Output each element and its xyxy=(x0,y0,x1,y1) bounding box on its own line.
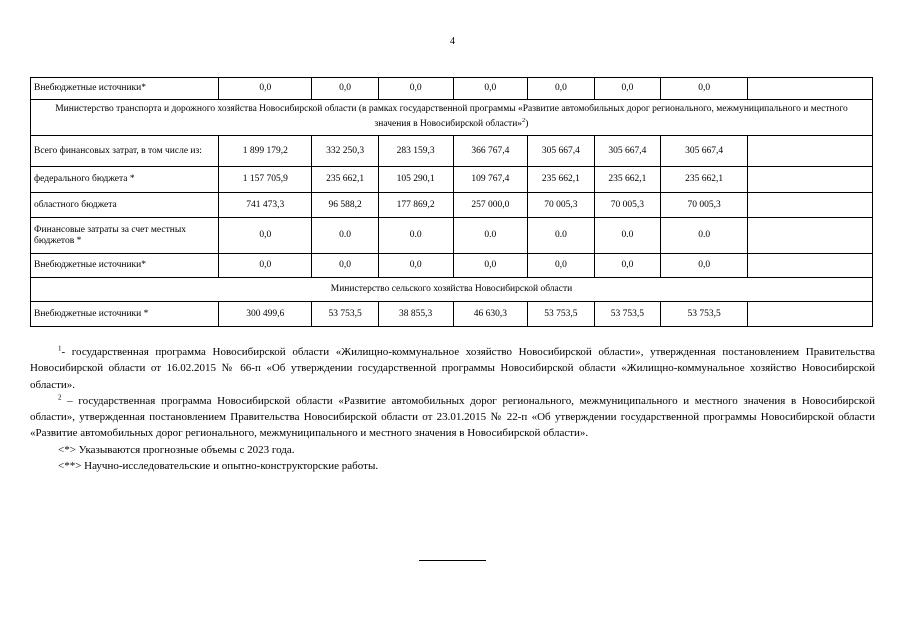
table-cell: 53 753,5 xyxy=(312,302,379,327)
table-row xyxy=(31,167,873,193)
table-cell: 109 767,4 xyxy=(453,167,528,193)
table-row xyxy=(31,254,873,278)
financing-table xyxy=(30,77,873,327)
table-cell: 0.0 xyxy=(594,218,661,254)
table-cell xyxy=(748,193,873,218)
table-cell: 0,0 xyxy=(661,254,748,278)
table-cell: 0.0 xyxy=(528,218,595,254)
table-cell: 0.0 xyxy=(453,218,528,254)
section-header-agriculture: Министерство сельского хозяйства Новосибирской области xyxy=(31,278,873,302)
table-cell: 257 000,0 xyxy=(453,193,528,218)
end-divider xyxy=(419,560,486,561)
table-cell: 0,0 xyxy=(528,254,595,278)
table-cell: 366 767,4 xyxy=(453,136,528,167)
table-cell: 305 667,4 xyxy=(594,136,661,167)
table-cell: 0,0 xyxy=(661,78,748,100)
table-cell: 1 157 705,9 xyxy=(219,167,312,193)
table-cell: 0.0 xyxy=(312,218,379,254)
table-cell: 53 753,5 xyxy=(594,302,661,327)
table-row xyxy=(31,193,873,218)
table-row-top-extrabudget xyxy=(31,78,873,100)
table-cell: 0,0 xyxy=(378,78,453,100)
table-cell: 0,0 xyxy=(528,78,595,100)
table-cell: 283 159,3 xyxy=(378,136,453,167)
table-cell: 53 753,5 xyxy=(528,302,595,327)
table-cell: 305 667,4 xyxy=(661,136,748,167)
table-cell: 0,0 xyxy=(378,254,453,278)
row-label: Внебюджетные источники * xyxy=(31,302,219,327)
table-cell xyxy=(748,254,873,278)
table-cell: 0,0 xyxy=(453,254,528,278)
row-label: областного бюджета xyxy=(31,193,219,218)
table-cell: 105 290,1 xyxy=(378,167,453,193)
table-cell: 1 899 179,2 xyxy=(219,136,312,167)
footnote-forecast: <*> Указываются прогнозные объемы с 2023 года. xyxy=(58,443,295,456)
table-cell: 0,0 xyxy=(219,254,312,278)
footnotes xyxy=(30,344,875,474)
table-cell: 332 250,3 xyxy=(312,136,379,167)
table-row xyxy=(31,302,873,327)
table-cell: 70 005,3 xyxy=(594,193,661,218)
section-header-row xyxy=(31,278,873,302)
footnote-2: $^2$ – государственная программа Новосибирской области «Развитие автомобильных дорог регионального, межмуниципального и местного значения в Новосибирской области», утвержденная постановлением Правительства Новосибирской области от 23.01.2015 № 22-п «Об утверждении государственной программы Новосибирской области «Развитие автомобильных дорог регионального, межмуниципального и местного значения в Новосибирской области». xyxy=(30,393,875,440)
page-number: 4 xyxy=(450,36,455,47)
table-cell: 46 630,3 xyxy=(453,302,528,327)
table-cell: 0,0 xyxy=(312,254,379,278)
table-cell: 300 499,6 xyxy=(219,302,312,327)
footnote-rnd: <**> Научно-исследовательские и опытно-конструкторские работы. xyxy=(58,460,379,473)
table-cell: 235 662,1 xyxy=(528,167,595,193)
table-cell: 235 662,1 xyxy=(661,167,748,193)
section-header-transport: Министерство транспорта и дорожного хозяйства Новосибирской области (в рамках государственной программы «Развитие автомобильных дорог регионального, межмуниципального и местного значения в Новосибирской области»$^2$) xyxy=(31,100,873,136)
table-cell: 0,0 xyxy=(453,78,528,100)
footnote-1: $^1$- государственная программа Новосибирской области «Жилищно-коммунальное хозяйство Новосибирской области», утвержденная постановлением Правительства Новосибирской области от 16.02.2015 № 66-п «Об утверждении государственной программы Новосибирской области «Жилищно-коммунальное хозяйство Новосибирской области». xyxy=(30,344,875,391)
table-cell: 177 869,2 xyxy=(378,193,453,218)
table-cell xyxy=(748,218,873,254)
row-label: Внебюджетные источники* xyxy=(31,254,219,278)
row-label: Внебюджетные источники* xyxy=(31,78,219,100)
table-cell: 305 667,4 xyxy=(528,136,595,167)
table-cell: 0,0 xyxy=(219,218,312,254)
table-cell: 53 753,5 xyxy=(661,302,748,327)
section-header-row xyxy=(31,100,873,136)
table-cell: 70 005,3 xyxy=(528,193,595,218)
table-row xyxy=(31,136,873,167)
table-cell: 38 855,3 xyxy=(378,302,453,327)
table-cell xyxy=(748,78,873,100)
table-cell xyxy=(748,136,873,167)
table-cell: 235 662,1 xyxy=(594,167,661,193)
table-cell: 0.0 xyxy=(661,218,748,254)
table-cell: 235 662,1 xyxy=(312,167,379,193)
table-cell: 741 473,3 xyxy=(219,193,312,218)
table-cell xyxy=(748,167,873,193)
table-cell: 0,0 xyxy=(594,254,661,278)
row-label: федерального бюджета * xyxy=(31,167,219,193)
table-cell: 70 005,3 xyxy=(661,193,748,218)
row-label: Финансовые затраты за счет местных бюджетов * xyxy=(31,218,219,254)
table-row xyxy=(31,218,873,254)
table-cell: 0.0 xyxy=(378,218,453,254)
table-cell: 0,0 xyxy=(219,78,312,100)
table-cell: 96 588,2 xyxy=(312,193,379,218)
table-cell: 0,0 xyxy=(312,78,379,100)
table-cell: 0,0 xyxy=(594,78,661,100)
row-label: Всего финансовых затрат, в том числе из: xyxy=(31,136,219,167)
table-cell xyxy=(748,302,873,327)
